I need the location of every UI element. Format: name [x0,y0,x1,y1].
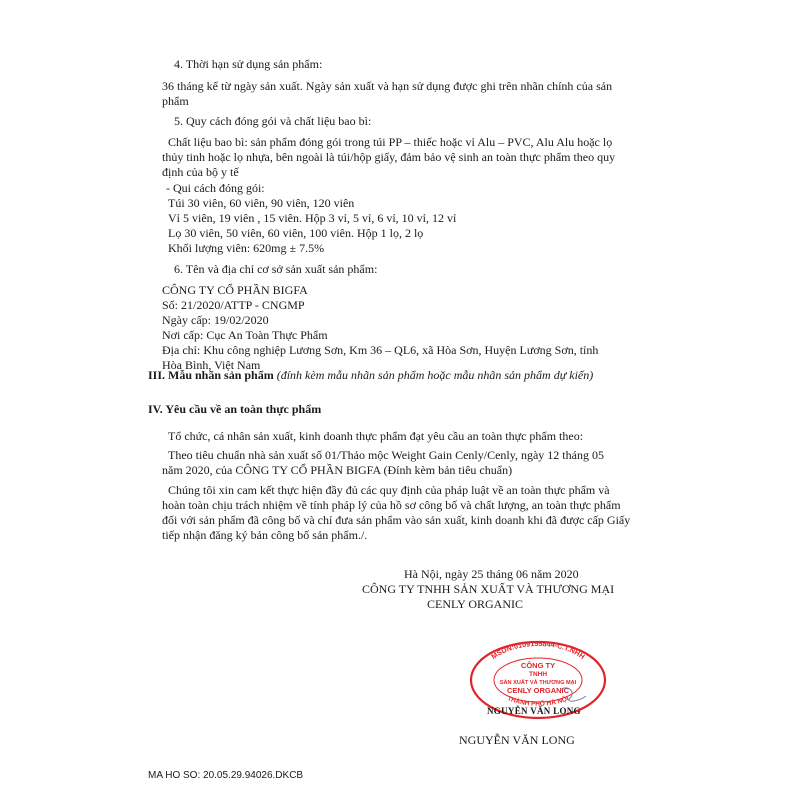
section6-company: CÔNG TY CỔ PHẦN BIGFA [162,283,308,297]
signer-name: NGUYỄN VĂN LONG [459,733,575,747]
section-iv-standard2: năm 2020, của CÔNG TY CỔ PHẦN BIGFA (Đính kèm bản tiêu chuẩn) [162,463,513,477]
section5-material1: Chất liệu bao bì: sản phẩm đóng gói trong túi PP – thiếc hoặc vỉ Alu – PVC, Alu Alu hoặc lọ [168,135,613,149]
signature-place-date: Hà Nội, ngày 25 tháng 06 năm 2020 [404,567,579,581]
section-iii-heading: III. Mẫu nhãn sản phẩm [148,368,274,382]
section5-pack2: Vỉ 5 viên, 19 viên , 15 viên. Hộp 3 vỉ, 5 vỉ, 6 vỉ, 10 vỉ, 12 vỉ [168,211,457,225]
seal-line1: CÔNG TY [520,661,556,670]
section-iv-intro: Tổ chức, cá nhân sản xuất, kinh doanh thực phẩm đạt yêu cầu an toàn thực phẩm theo: [168,429,584,443]
section6-issuer: Nơi cấp: Cục An Toàn Thực Phẩm [162,328,328,342]
section-iv-heading: IV. Yêu cầu về an toàn thực phẩm [148,402,322,416]
section6-address1: Địa chỉ: Khu công nghiệp Lương Sơn, Km 36 – QL6, xã Hòa Sơn, Huyện Lương Sơn, tỉnh [162,343,599,357]
seal-line4: CENLY ORGANIC [506,686,570,695]
section-iv-commit4: tiếp nhận đăng ký bản công bố sản phẩm./. [162,528,368,542]
section5-weight: Khối lượng viên: 620mg ± 7.5% [168,241,325,255]
section4-line2: phẩm [162,94,189,108]
section-iv-commit3: đối với sản phẩm đã công bố và chỉ đưa sản phẩm vào sản xuất, kinh doanh khi đã được cấp Giấy [162,513,631,527]
section6-heading: 6. Tên và địa chỉ cơ sở sản xuất sản phẩm: [174,262,378,276]
seal-holder-name: NGUYỄN VĂN LONG [487,706,581,716]
section5-material3: định của bộ y tế [162,165,239,179]
section4-line1: 36 tháng kể từ ngày sản xuất. Ngày sản xuất và hạn sử dụng được ghi trên nhãn chính của sản [162,79,613,93]
section-iii-note: (đính kèm mẫu nhãn sản phẩm hoặc mẫu nhãn sản phẩm dự kiến) [276,368,594,382]
section-iv-standard1: Theo tiêu chuẩn nhà sản xuất số 01/Thảo mộc Weight Gain Cenly/Cenly, ngày 12 tháng 05 [168,448,604,462]
section-iv-commit1: Chúng tôi xin cam kết thực hiện đầy đủ các quy định của pháp luật về an toàn thực phẩm và [168,483,610,497]
signature-company-line2: CENLY ORGANIC [427,597,524,611]
section5-pack3: Lọ 30 viên, 50 viên, 60 viên, 100 viên. Hộp 1 lọ, 2 lọ [168,226,424,240]
section6-license: Số: 21/2020/ATTP - CNGMP [162,298,305,312]
seal-top-arc-text: MSDN:0109155844-C.T.NHH [489,638,587,661]
section-iv-commit2: hoàn toàn chịu trách nhiệm về tính pháp lý của hồ sơ công bố và chất lượng, an toàn thực phẩm [162,498,621,512]
signature-company-line1: CÔNG TY TNHH SẢN XUẤT VÀ THƯƠNG MẠI [362,582,615,596]
section5-heading: 5. Quy cách đóng gói và chất liệu bao bì: [174,114,372,128]
section5-material2: thủy tinh hoặc lọ nhựa, bên ngoài là túi/hộp giấy, đảm bảo vệ sinh an toàn thực phẩm theo quy [162,150,616,164]
seal-line2: TNHH [528,671,548,678]
section5-packing-heading: - Qui cách đóng gói: [166,181,265,195]
section5-pack1: Túi 30 viên, 60 viên, 90 viên, 120 viên [168,196,355,210]
section6-address2: Hòa Bình, Việt Nam [162,358,261,372]
section4-heading: 4. Thời hạn sử dụng sản phẩm: [174,57,323,71]
seal-line3: SẢN XUẤT VÀ THƯƠNG MẠI [499,680,577,686]
seal-bottom-arc-text: THÀNH PHỐ HÀ NỘI [506,695,570,708]
dossier-code: MA HO SO: 20.05.29.94026.DKCB [148,770,304,781]
section-iii [148,368,593,382]
section6-issue-date: Ngày cấp: 19/02/2020 [162,313,269,327]
